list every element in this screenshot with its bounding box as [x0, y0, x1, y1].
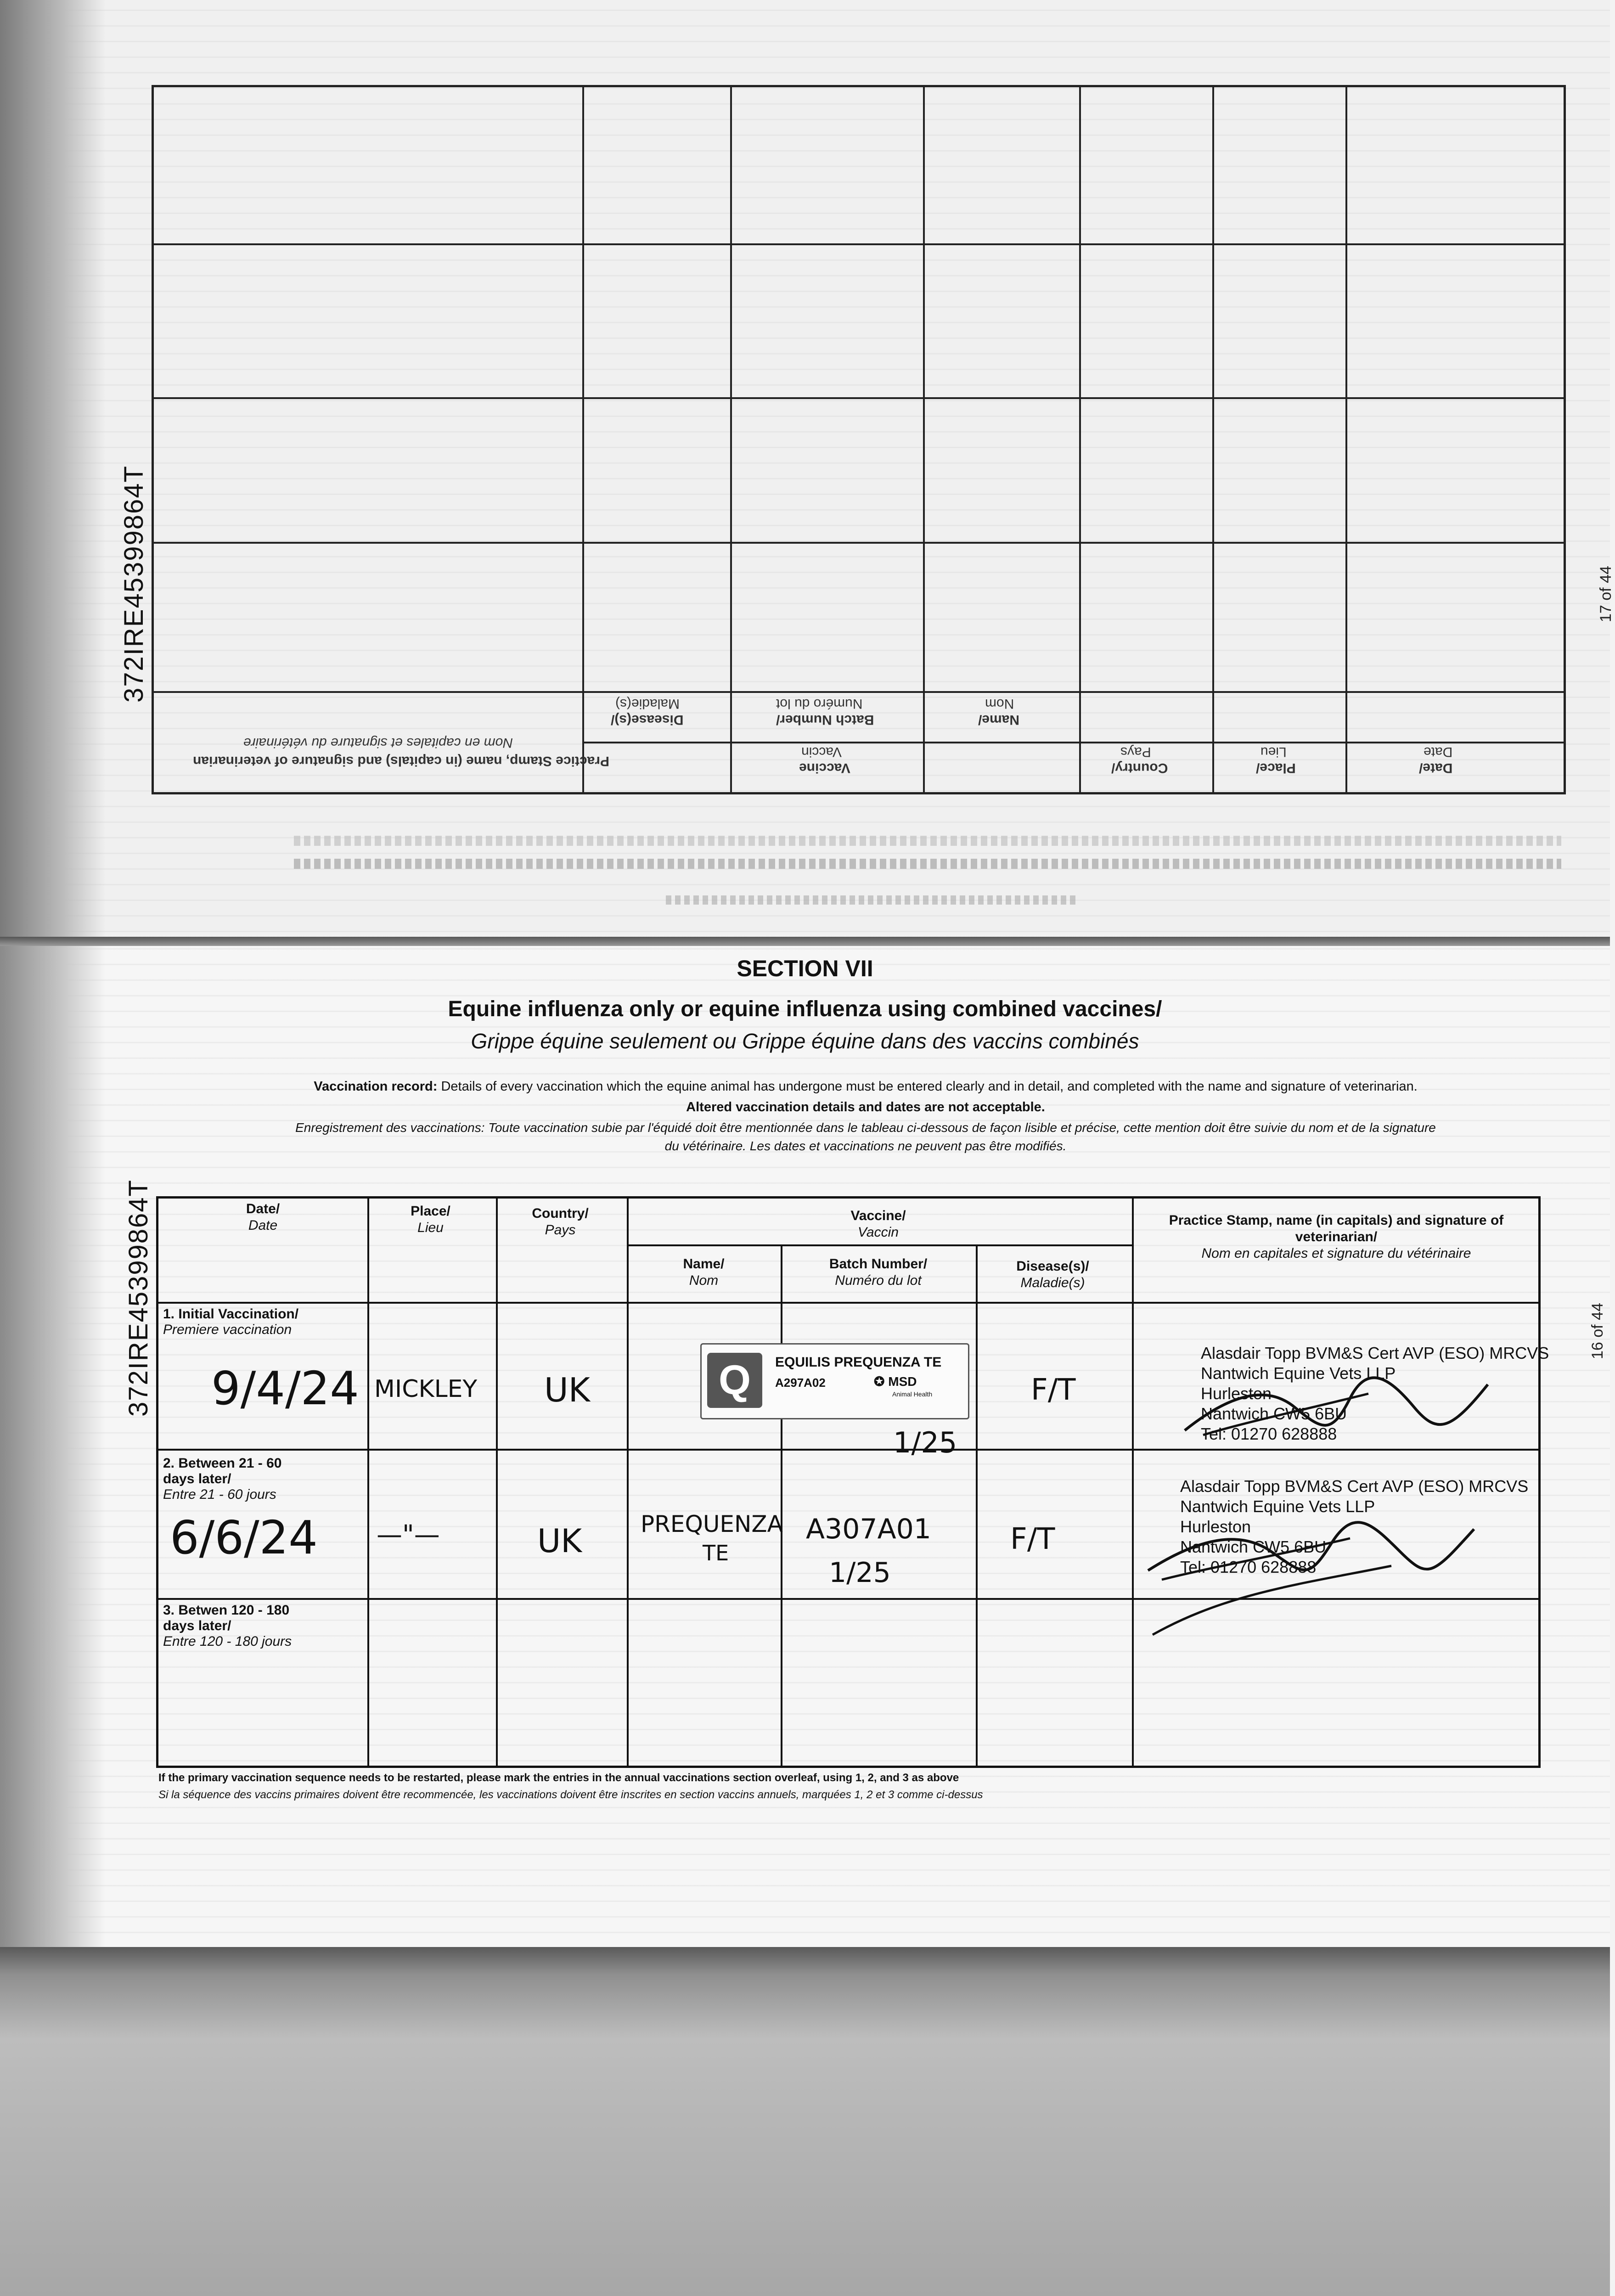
previous-page — [0, 0, 1615, 946]
row-1-diseases: F/T — [1031, 1373, 1076, 1407]
row-2-diseases: F/T — [1010, 1522, 1055, 1556]
faint-inverted-note — [294, 859, 1561, 869]
horse-id-bottom: 372IRE45399864T — [124, 1179, 153, 1417]
page-number-top: 17 of 44 — [1597, 566, 1615, 622]
page-number-bottom: 16 of 44 — [1589, 1303, 1606, 1359]
row-1-place: MICKLEY — [374, 1375, 478, 1403]
sticker-brand: ✪ MSD — [874, 1374, 917, 1389]
row-2-vaccine-name: PREQUENZA — [641, 1511, 783, 1537]
row-2-place: —"— — [377, 1520, 440, 1550]
horse-id-top: 372IRE45399864T — [119, 465, 149, 703]
top-header-name: Name/ — [978, 712, 1020, 727]
header-country: Country/ Pays — [532, 1206, 589, 1238]
section-title: SECTION VII — [737, 956, 873, 981]
page-shadow — [0, 0, 106, 946]
vaccine-batch-sticker — [700, 1343, 969, 1419]
footer-note-fr: Si la séquence des vaccins primaires doivent être recommencée, les vaccinations doivent être inscrites en section vaccins annuels, marquées 1, 2 et 3 comme ci-dessus — [158, 1789, 983, 1801]
faint-inverted-note — [666, 895, 1079, 905]
header-date: Date/ Date — [246, 1201, 280, 1233]
header-batch: Batch Number/ Numéro du lot — [829, 1256, 928, 1288]
header-name: Name/ Nom — [683, 1256, 725, 1288]
row-3-label: 3. Betwen 120 - 180 days later/ Entre 120 - 180 jours — [163, 1603, 292, 1649]
upside-down-vaccination-grid — [152, 85, 1566, 794]
top-header-country-fr: Pays — [1120, 744, 1151, 760]
row-2-country: UK — [537, 1522, 582, 1560]
top-header-stamp-fr: Nom en capitales et signature du vétérinaire — [243, 735, 513, 750]
top-header-place: Place/ — [1256, 760, 1296, 776]
page-shadow — [0, 946, 106, 1947]
footer-note: If the primary vaccination sequence needs to be restarted, please mark the entries in the annual vaccinations section overleaf, using 1, 2, and 3 as above — [158, 1772, 959, 1784]
row-1-date: 9/4/24 — [211, 1362, 359, 1415]
sticker-batch: A297A02 — [775, 1376, 826, 1390]
top-header-country: Country/ — [1111, 760, 1168, 776]
top-header-stamp: Practice Stamp, name (in capitals) and signature of veterinarian — [193, 754, 609, 769]
product-logo-icon: Q — [707, 1353, 762, 1408]
page-title-fr: Grippe équine seulement ou Grippe équine dans des vaccins combinés — [471, 1029, 1139, 1053]
record-text: Details of every vaccination which the equine animal has undergone must be entered clearly and in detail, and completed with the name and signature of veterinarian. — [441, 1079, 1418, 1094]
header-place: Place/ Lieu — [411, 1204, 450, 1235]
scanner-background — [0, 1947, 1610, 2296]
msd-logo-icon: ✪ — [874, 1374, 885, 1389]
row-2-vet-stamp: Alasdair Topp BVM&S Cert AVP (ESO) MRCVS Nantwich Equine Vets LLP Hurleston Nantwich CW5 6BU Tel: 01270 628888 — [1180, 1477, 1529, 1576]
row-1-signature — [1176, 1366, 1497, 1449]
top-header-batch: Batch Number/ — [776, 712, 874, 727]
record-altered: Altered vaccination details and dates are not acceptable. — [686, 1100, 1045, 1114]
header-vaccine: Vaccine/ Vaccin — [850, 1208, 906, 1240]
top-header-diseases: Disease(s)/ — [611, 712, 684, 727]
record-label: Vaccination record: — [314, 1079, 438, 1094]
header-stamp: Practice Stamp, name (in capitals) and signature of veterinarian/ Nom en capitales et signature du vétérinaire — [1169, 1213, 1504, 1261]
row-1-country: UK — [544, 1371, 590, 1409]
sticker-product-name: EQUILIS PREQUENZA TE — [775, 1355, 942, 1370]
top-header-date: Date/ — [1419, 760, 1453, 776]
top-header-place-fr: Lieu — [1260, 744, 1287, 760]
row-2-date: 6/6/24 — [170, 1511, 318, 1564]
record-text-fr-2: du vétérinaire. Les dates et vaccinations ne peuvent pas être modifiés. — [664, 1139, 1067, 1153]
page-title: Equine influenza only or equine influenza using combined vaccines/ — [448, 997, 1162, 1021]
row-1-vet-stamp: Alasdair Topp BVM&S Cert AVP (ESO) MRCVS Nantwich Equine Vets LLP Hurleston Nantwich CW5 6BU Tel: 01270 628888 — [1201, 1344, 1549, 1443]
top-header-diseases-fr: Maladie(s) — [615, 696, 680, 711]
record-text-fr: Enregistrement des vaccinations: Toute vaccination subie par l'équidé doit être mentionnée dans le tableau ci-dessous de façon lisible et précise, cette mention doit être suivie du nom et de la signature — [295, 1120, 1436, 1135]
row-1-label: 1. Initial Vaccination/ Premiere vaccination — [163, 1306, 299, 1337]
sticker-brand-sub: Animal Health — [892, 1390, 933, 1398]
top-header-vaccine-fr: Vaccin — [801, 744, 842, 760]
row-2-batch: A307A01 — [806, 1513, 931, 1545]
row-2-vaccine-name-2: TE — [703, 1541, 729, 1565]
top-header-name-fr: Nom — [985, 696, 1014, 711]
top-header-vaccine: Vaccine — [799, 760, 850, 776]
header-diseases: Disease(s)/ Maladie(s) — [1016, 1259, 1089, 1290]
row-2-expiry: 1/25 — [829, 1557, 891, 1589]
faint-inverted-note — [294, 836, 1561, 846]
record-instructions — [165, 1079, 1566, 1094]
row-2-signature — [1134, 1497, 1483, 1653]
top-header-batch-fr: Numéro du lot — [776, 696, 863, 711]
row-2-label: 2. Between 21 - 60 days later/ Entre 21 - 60 jours — [163, 1456, 282, 1502]
row-1-expiry: 1/25 — [893, 1426, 957, 1459]
top-header-date-fr: Date — [1424, 744, 1453, 760]
